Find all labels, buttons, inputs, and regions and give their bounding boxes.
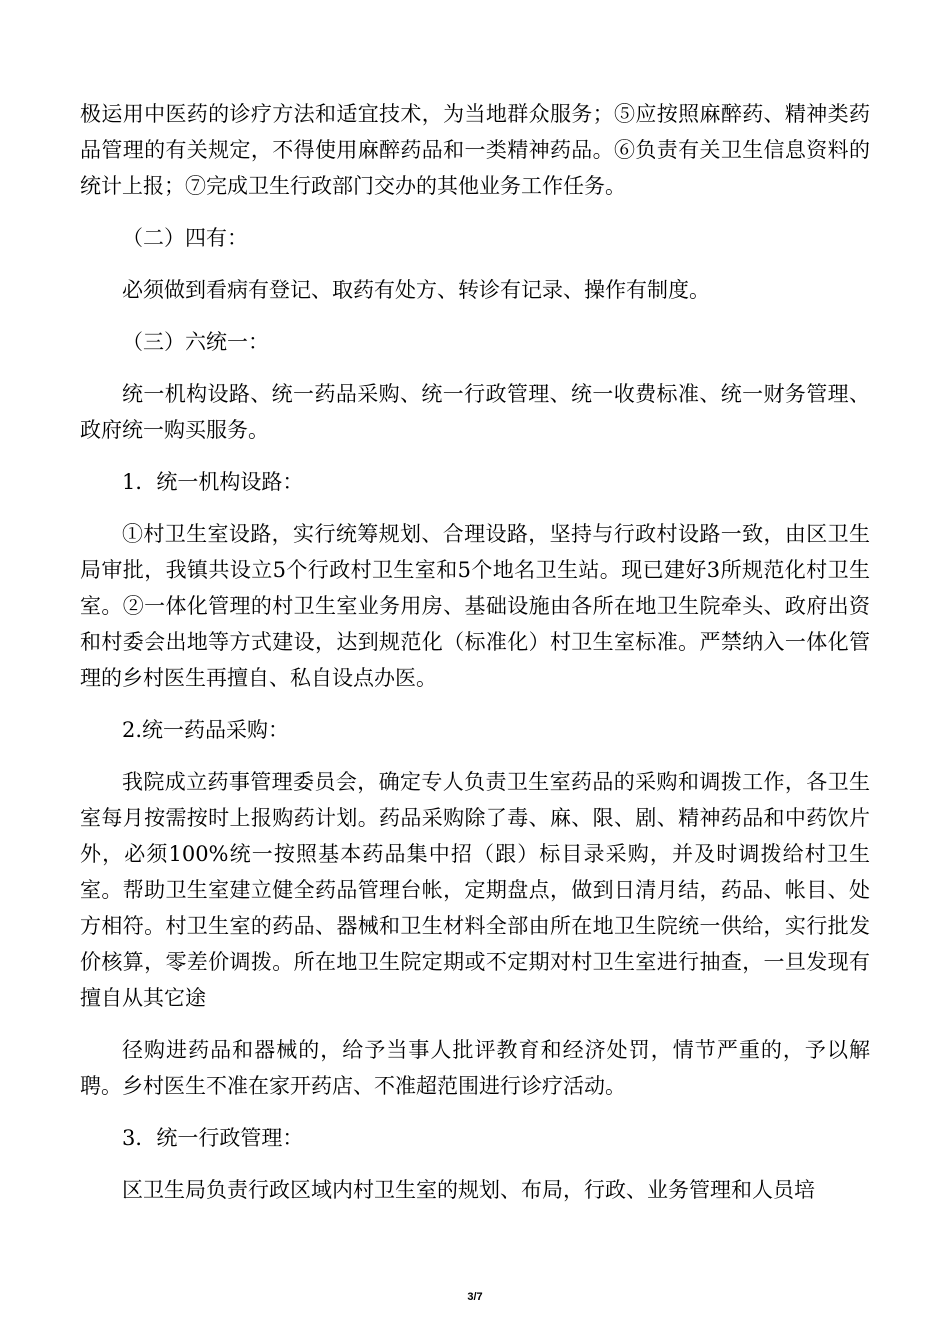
heading-unified-administration: 3．统一行政管理： bbox=[122, 1126, 304, 1150]
paragraph-six-unifications: 统一机构设路、统一药品采购、统一行政管理、统一收费标准、统一财务管理、政府统一购买服务。 bbox=[80, 382, 870, 442]
page-number: 3/7 bbox=[467, 1291, 483, 1303]
heading-unified-drug-procurement: 2.统一药品采购： bbox=[122, 718, 290, 742]
paragraph-unified-administration: 区卫生局负责行政区域内村卫生室的规划、布局，行政、业务管理和人员培 bbox=[122, 1178, 815, 1202]
paragraph-four-haves: 必须做到看病有登记、取药有处方、转诊有记录、操作有制度。 bbox=[122, 278, 710, 302]
paragraph-unified-institution: ①村卫生室设路，实行统筹规划、合理设路，坚持与行政村设路一致，由区卫生局审批，我镇共设立5个行政村卫生室和5个地名卫生站。现已建好3所规范化村卫生室。②一体化管理的村卫生室业务用房、基础设施由各所在地卫生院牵头、政府出资和村委会出地等方式建设，达到规范化（标准化）村卫生室标准。严禁纳入一体化管理的乡村医生再擅自、私自设点办医。 bbox=[80, 522, 870, 690]
paragraph-unified-drug-procurement: 我院成立药事管理委员会，确定专人负责卫生室药品的采购和调拨工作，各卫生室每月按需按时上报购药计划。药品采购除了毒、麻、限、剧、精神药品和中药饮片外，必须100%统一按照基本药品集中招（跟）标目录采购，并及时调拨给村卫生室。帮助卫生室建立健全药品管理台帐，定期盘点，做到日清月结，药品、帐目、处方相符。村卫生室的药品、器械和卫生材料全部由所在地卫生院统一供给，实行批发价核算，零差价调拨。所在地卫生院定期或不定期对村卫生室进行抽查，一旦发现有擅自从其它途 bbox=[80, 770, 870, 1010]
document-body bbox=[80, 96, 870, 1208]
heading-unified-institution: 1．统一机构设路： bbox=[122, 470, 304, 494]
paragraph-drug-procurement-continued: 径购进药品和器械的，给予当事人批评教育和经济处罚，情节严重的，予以解聘。乡村医生不准在家开药店、不准超范围进行诊疗活动。 bbox=[80, 1038, 870, 1098]
heading-six-unifications: （三）六统一： bbox=[122, 330, 269, 354]
heading-four-haves: （二）四有： bbox=[122, 226, 248, 250]
paragraph-continuation: 极运用中医药的诊疗方法和适宜技术，为当地群众服务；⑤应按照麻醉药、精神类药品管理的有关规定，不得使用麻醉药品和一类精神药品。⑥负责有关卫生信息资料的统计上报；⑦完成卫生行政部门交办的其他业务工作任务。 bbox=[80, 102, 870, 198]
